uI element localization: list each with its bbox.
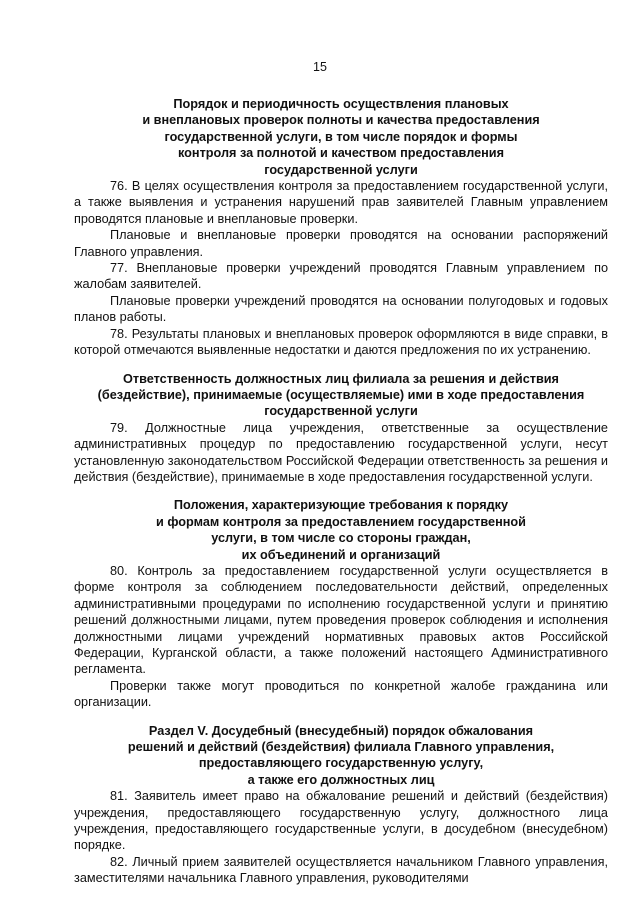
heading-line: государственной услуги, в том числе порядок и формы [164,129,518,144]
paragraph-79: 79. Должностные лица учреждения, ответственные за осуществление административных процедур по предоставлению государственной услуги, несут установленную законодательством Российской Федерации ответственность за решения и действия (бездействие), принимаемые в ходе предоставления государственной услуги. [74,420,608,484]
paragraph-80-complaints: Проверки также могут проводиться по конкретной жалобе гражданина или организации. [74,678,608,710]
heading-line: услуги, в том числе со стороны граждан, [211,531,471,546]
heading-line: Раздел V. Досудебный (внесудебный) порядок обжалования [148,723,534,738]
section-heading-responsibility [74,371,608,420]
heading-line: Ответственность должностных лиц филиала за решения и действия [123,371,559,386]
paragraph-76: 76. В целях осуществления контроля за предоставлением государственной услуги, а также выявления и устранения нарушений прав заявителей Главным управлением проводятся плановые и внеплановые проверки. [74,179,608,226]
heading-line: и внеплановых проверок полноты и качества предоставления [142,113,540,128]
paragraph-76-scheduled: Плановые и внеплановые проверки проводятся на основании распоряжений Главного управления. [74,228,608,259]
heading-line: Положения, характеризующие требования к порядку [173,498,509,513]
heading-line: контроля за полнотой и качеством предоставления [177,146,505,161]
paragraph-78: 78. Результаты плановых и внеплановых проверок оформляются в виде справки, в которой отмечаются выявленные недостатки и даются предложения по их устранению. [74,326,608,358]
paragraph-82: 82. Личный прием заявителей осуществляется начальником Главного управления, заместителями начальника Главного управления, руководителями [74,854,608,886]
heading-line: их объединений и организаций [241,547,441,562]
heading-line: предоставляющего государственную услугу, [198,756,484,771]
heading-line: (бездействие), принимаемые (осуществляемые) ими в ходе предоставления [97,387,585,402]
heading-line: государственной услуги [264,404,418,419]
heading-line: решений и действий (бездействия) филиала Главного управления, [127,740,555,755]
section-heading-inspections [74,96,608,178]
heading-line: а также его должностных лиц [247,772,435,787]
heading-line: государственной услуги [264,162,418,177]
paragraph-77: 77. Внеплановые проверки учреждений проводятся Главным управлением по жалобам заявителей. [74,261,608,292]
heading-line: Порядок и периодичность осуществления плановых [173,97,509,111]
section-heading-control-requirements [74,497,608,563]
paragraph-81: 81. Заявитель имеет право на обжалование решений и действий (бездействия) учреждения, предоставляющего государственную услугу, должностного лица учреждения, предоставляющего государственные услуги, в досудебном (внесудебном) порядке. [74,789,608,853]
paragraph-80: 80. Контроль за предоставлением государственной услуги осуществляется в форме контроля за соблюдением последовательности действий, определенных административными процедурами по исполнению государственной услуги и принятию решений должностными лицами, путем проведения проверок соблюдения и исполнения должностными лицами учреждений нормативных правовых актов Российской Федерации, Курганской области, а также положений настоящего Административного регламента. [74,563,608,677]
paragraph-77-planned: Плановые проверки учреждений проводятся на основании полугодовых и годовых планов работы. [74,293,608,325]
page-number: 15 [313,60,327,74]
document-body [74,96,608,887]
section-heading-appeal [74,723,608,789]
heading-line: и формам контроля за предоставлением государственной [156,514,526,529]
